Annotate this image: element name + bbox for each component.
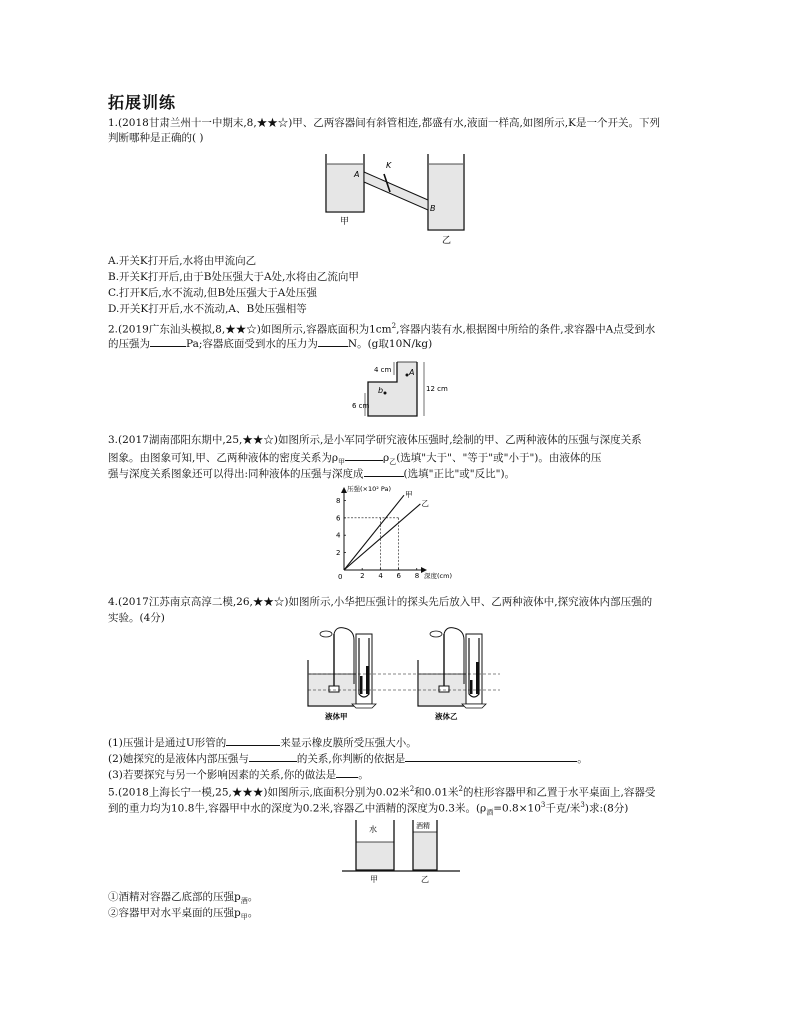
q3-series-label-1: 甲 xyxy=(405,490,413,500)
q5-label-yi: 乙 xyxy=(421,875,429,884)
q3-blank-relation[interactable] xyxy=(364,466,404,477)
q3-y-axis-label: 压强(×10² Pa) xyxy=(347,485,392,493)
q3-y-tick-label: 2 xyxy=(336,549,341,558)
q5-stem-line2: 到的重力均为10.8牛,容器甲中水的深度为0.2米,容器乙中酒精的深度为0.3米。($\rho_酒=0.8\times 10^3$千克/米$^3$)求:(8分) xyxy=(108,801,629,817)
q3-x-tick-label: 2 xyxy=(360,572,365,580)
q4-blank-2[interactable] xyxy=(249,751,297,762)
q3-y-tick-label: 8 xyxy=(336,496,341,505)
q2-label-b: b xyxy=(378,386,384,395)
q2-label-a: A xyxy=(409,368,415,377)
q1-stem-line1: 1.(2018甘肃兰州十一中期末,8,★★☆)甲、乙两容器间有斜管相连,都盛有水,液面一样高,如图所示,K是一个开关。下列 xyxy=(108,117,660,129)
q4-label-liquid-yi: 液体乙 xyxy=(435,712,458,721)
q3-pressure-depth-chart xyxy=(326,480,466,582)
q3-stem-line1: 3.(2017湖南邵阳东期中,25,★★☆)如图所示,是小军同学研究液体压强时,绘制的甲、乙两种液体的压强与深度关系 xyxy=(108,434,642,446)
q3-x-axis-label: 深度(cm) xyxy=(424,572,452,580)
q4-sub3: (3)若要探究与另一个影响因素的关系,你的做法是 。 xyxy=(108,769,369,781)
q3-series-label-2: 乙 xyxy=(421,498,429,508)
q2-blank-pressure[interactable] xyxy=(150,336,186,347)
q2-label-12cm: 12 cm xyxy=(426,385,448,393)
q4-figure xyxy=(300,624,510,724)
q2-stem-line2: 的压强为 Pa;容器底面受到水的压力为 N。(g取10N/kg) xyxy=(108,338,433,350)
q1-label-yi: 乙 xyxy=(442,236,452,246)
q3-x-tick-label: 6 xyxy=(396,572,402,580)
q1-label-k: K xyxy=(386,161,392,170)
q1-option-b: B.开关K打开后,由于B处压强大于A处,水将由乙流向甲 xyxy=(108,271,359,283)
q1-option-a: A.开关K打开后,水将由甲流向乙 xyxy=(108,255,257,267)
q4-sub1: (1)压强计是通过U形管的 来显示橡皮膜所受压强大小。 xyxy=(108,737,417,749)
q2-blank-force[interactable] xyxy=(318,336,348,347)
q5-figure xyxy=(340,818,470,886)
q3-y-tick-label: 6 xyxy=(336,514,341,523)
q4-blank-4[interactable] xyxy=(336,767,358,778)
q4-stem-line1: 4.(2017江苏南京高淳二模,26,★★☆)如图所示,小华把压强计的探头先后放入甲、乙两种液体中,探究液体内部压强的 xyxy=(108,596,653,608)
q5-label-jia: 甲 xyxy=(370,875,378,884)
q3-x-tick-label: 4 xyxy=(378,572,383,580)
q5-label-water: 水 xyxy=(369,825,377,834)
q2-label-4cm: 4 cm xyxy=(374,366,392,374)
q3-y-tick-label: 4 xyxy=(336,531,341,540)
section-title: 拓展训练 xyxy=(108,93,177,112)
q3-origin-label: 0 xyxy=(338,573,343,581)
q5-sub2: ②容器甲对水平桌面的压强$p_甲$。 xyxy=(108,907,259,922)
q2-stem-line1: 2.(2019广东汕头模拟,8,★★☆)如图所示,容器底面积为$1cm^2$,容器内装有水,根据图中所给的条件,求容器中A点受到水 xyxy=(108,322,656,336)
q1-stem-line2: 判断哪种是正确的( ) xyxy=(108,132,204,144)
q1-label-b: B xyxy=(430,204,436,213)
q4-label-liquid-jia: 液体甲 xyxy=(325,712,348,721)
q5-label-alcohol: 酒精 xyxy=(416,822,430,830)
q3-series-line-1 xyxy=(344,495,404,570)
q1-option-c: C.打开K后,水不流动,但B处压强大于A处压强 xyxy=(108,287,317,299)
q3-stem-line2: 图象。由图象可知,甲、乙两种液体的密度关系为$\rho_甲$ $\rho_乙$(选填"大于"、"等于"或"小于")。由液体的压 xyxy=(108,452,602,467)
q3-x-tick-label: 8 xyxy=(414,572,420,580)
q3-series-line-2 xyxy=(344,504,420,570)
q5-sub1: ①酒精对容器乙底部的压强$p_酒$。 xyxy=(108,891,259,906)
q4-stem-line2: 实验。(4分) xyxy=(108,612,165,624)
q3-stem-line3: 强与深度关系图象还可以得出:同种液体的压强与深度成 (选填"正比"或"反比")。 xyxy=(108,468,516,480)
q1-figure xyxy=(318,148,478,248)
q3-blank-density[interactable] xyxy=(345,450,383,461)
q2-figure xyxy=(352,358,462,420)
q4-blank-3[interactable] xyxy=(405,751,577,762)
q1-option-d: D.开关K打开后,水不流动,A、B处压强相等 xyxy=(108,303,307,315)
q1-label-jia: 甲 xyxy=(340,217,350,227)
q4-blank-1[interactable] xyxy=(226,735,280,746)
q4-sub2: (2)她探究的是液体内部压强与 的关系,你判断的依据是 。 xyxy=(108,753,588,765)
q2-label-6cm: 6 cm xyxy=(352,402,370,410)
q1-label-a: A xyxy=(354,170,360,179)
q5-stem-line1: 5.(2018上海长宁一模,25,★★★)如图所示,底面积分别为0.02米$^2$和0.01米$^2$的柱形容器甲和乙置于水平桌面上,容器受 xyxy=(108,785,656,799)
